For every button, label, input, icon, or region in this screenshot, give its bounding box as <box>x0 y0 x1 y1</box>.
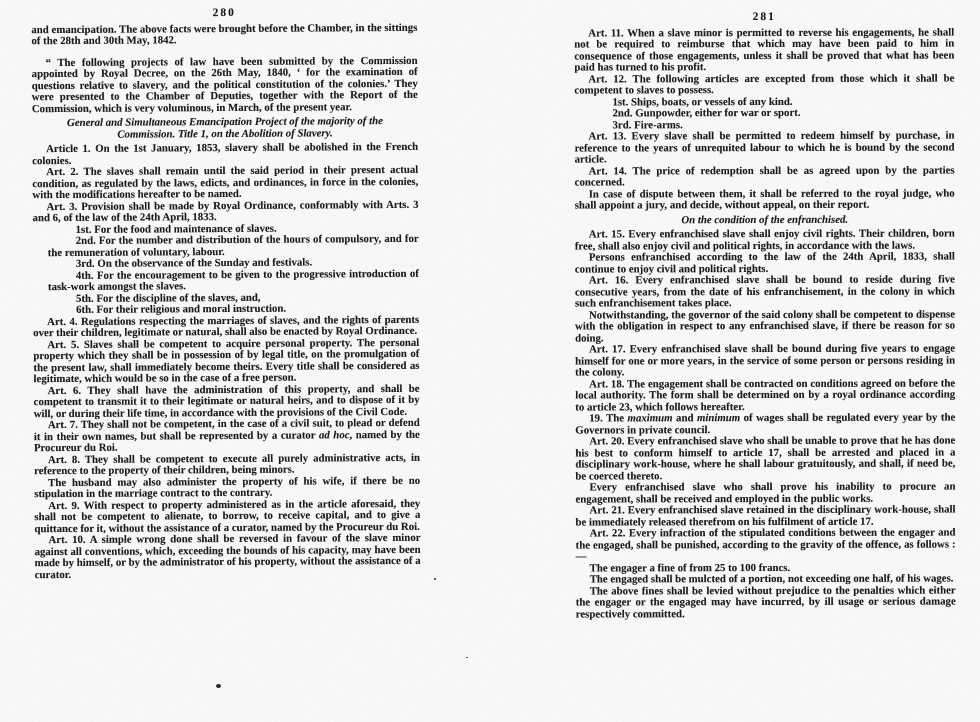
article-9: Art. 9. With respect to property administered as in the article aforesaid, they shall not be competent to alienate, to borrow, to receive capital, and to give a quittance for it, without the assistance of a curator, named by the Procureur du Roi. <box>34 497 421 535</box>
article-7-text-c: , named by the Procureur du Roi. <box>33 428 420 455</box>
husband-paragraph: The husband may also administer the property of his wife, if there be no stipulation in the marriage contract to the contrary. <box>34 474 421 501</box>
page-number-left: 280 <box>212 6 236 20</box>
continuation-paragraph: and emancipation. The above facts were brought before the Chamber, in the sittings of the 28th and 30th May, 1842. <box>31 21 418 48</box>
article-12-item-1: 1st. Ships, boats, or vessels of any kind. <box>612 95 793 108</box>
commission-quote-paragraph: “ The following projects of law have been submitted by the Commission appointed by Royal Decree, on the 26th May, 1840, ‘ for the examination of questions relative to slavery, and the political constitution of the colonies.’ They were presented to the Chamber of Deputies, together with the Report of the Commission, which is very voluminous, in March, of the present year. <box>31 54 418 115</box>
ink-speck <box>434 578 436 580</box>
article-19-text-e: of wages shall be regulated every year by the Governors in private council. <box>575 411 956 436</box>
enfranchised-condition-heading: On the condition of the enfranchised. <box>681 213 849 226</box>
article-5: Art. 5. Slaves shall be competent to acquire personal property. The personal property which they shall be in possession of by legal title, on the promulgation of the present law, shall immediately become theirs. Every title shall be considered as legitimate, which would be so in the case of a free person. <box>33 336 420 386</box>
ink-speck <box>466 657 468 658</box>
article-19-text-a: 19. The <box>589 412 628 425</box>
above-fines-paragraph: The above fines shall be levied without prejudice to the penalties which either the engager or the engaged may have incurred, by ill usage or serious damage respectively committed. <box>575 584 956 620</box>
article-12-item-2: 2nd. Gunpowder, either for war or sport. <box>612 106 801 120</box>
article-12: Art. 12. The following articles are excepted from those which it shall be competent to slaves to possess. <box>574 72 955 97</box>
article-13: Art. 13. Every slave shall be permitted to redeem himself by purchase, in reference to the years of unrequited labour to which he is bound by the second article. <box>574 129 955 166</box>
article-21: Art. 21. Every enfranchised slave retained in the disciplinary work-house, shall be immediately released therefrom on his fulfilment of article 17. <box>575 503 956 528</box>
article-7-text-a: Art. 7. They shall not be competent, in the case of a civil suit, to plead or defend it in their own names, but shall be represented by a curator <box>33 416 420 443</box>
article-17: Art. 17. Every enfranchised slave shall be bound during five years to engage himself for one or more years, in the service of some person or persons residing in the colony. <box>575 342 956 379</box>
engaged-mulcted-paragraph: The engaged shall be mulcted of a portion, not exceeding one half, of his wages. <box>589 572 954 586</box>
article-11: Art. 11. When a slave minor is permitted to reverse his engagements, he shall not be required to reimburse that which may have been paid to him in consequence of those engagements, unless it shall be proved that what has been paid has turned to his profit. <box>574 26 955 74</box>
article-16: Art. 16. Every enfranchised slave shall be bound to reside during five consecutive years, from the date of his enfranchisement, in the colony in which such enfranchisement takes place. <box>574 273 955 310</box>
page-right-281 <box>574 12 956 621</box>
article-6: Art. 6. They shall have the administration of this property, and shall be competent to transmit it to their legitimate or natural heirs, and to dispose of it by will, or during their life time, in accordance with the provisions of the Civil Code. <box>33 382 420 420</box>
article-22: Art. 22. Every infraction of the stipulated conditions between the engager and the engaged, shall be punished, according to the gravity of the offence, as follows :— <box>575 526 956 563</box>
engager-fine-paragraph: The engager a fine of from 25 to 100 francs. <box>589 561 791 574</box>
article-3-item-5: 5th. For the discipline of the slaves, and, <box>75 291 261 305</box>
article-2: Art. 2. The slaves shall remain until the said period in their present actual condition, as regulated by the laws, edicts, and ordinances, in force in the colonies, with the modifications hereafter to be named. <box>32 163 419 202</box>
public-works-paragraph: Every enfranchised slave who shall prove his inability to procure an engagement, shall be received and employed in the public works. <box>575 480 956 505</box>
persons-paragraph: Persons enfranchised according to the law of the 24th April, 1833, shall continue to enjoy civil and political rights. <box>574 250 955 275</box>
latin-phrase-ad-hoc: ad hoc <box>318 428 350 441</box>
notwithstanding-paragraph: Notwithstanding, the governor of the said colony shall be competent to dispense with the obligation in respect to any enfranchised slave, if there be reason for so doing. <box>575 308 956 344</box>
article-19-text-c: and <box>672 412 697 425</box>
italic-minimum: minimum <box>696 412 741 425</box>
article-1: Article 1. On the 1st January, 1853, slavery shall be abolished in the French colonies. <box>32 140 419 167</box>
article-3-item-1: 1st. For the food and maintenance of slaves. <box>75 222 277 236</box>
ink-speck <box>216 684 221 688</box>
page-left-280 <box>31 7 420 581</box>
heading-line-2: Commission. Title 1, on the Abolition of Slavery. <box>117 126 333 141</box>
article-8: Art. 8. They shall be competent to execute all purely administrative acts, in reference to the property of their children, being minors. <box>34 451 421 478</box>
emancipation-project-heading <box>32 116 418 141</box>
article-4: Art. 4. Regulations respecting the marriages of slaves, and the rights of parents over their children, legitimate or natural, shall also be enacted by Royal Ordinance. <box>33 313 420 340</box>
heading-line-1: General and Simultaneous Emancipation Project of the majority of the <box>66 115 383 129</box>
article-15: Art. 15. Every enfranchised slave shall enjoy civil rights. Their children, born free, shall also enjoy civil and political rights, in accordance with the laws. <box>574 227 955 252</box>
article-3-item-4: 4th. For the encouragement to be given to the progressive introduction of task-work amongst the slaves. <box>47 267 419 294</box>
article-12-item-3: 3rd. Fire-arms. <box>612 118 683 131</box>
article-18: Art. 18. The engagement shall be contracted on conditions agreed on before the local authority. The form shall be determined on by a royal ordinance according to article 23, which follows hereafter. <box>575 377 956 413</box>
article-10: Art. 10. A simple wrong done shall be reversed in favour of the slave minor against all conventions, which, exceeding the bounds of his capacity, may have been made by himself, or by the administrator of his property, without the assistance of a curator. <box>34 531 421 581</box>
article-3: Art. 3. Provision shall be made by Royal Ordinance, conformably with Arts. 3 and 6, of the law of the 24th April, 1833. <box>32 198 419 225</box>
article-3-item-3: 3rd. On the observance of the Sunday and festivals. <box>75 256 313 270</box>
italic-maximum: maximum <box>627 412 673 425</box>
dispute-paragraph: In case of dispute between them, it shall be referred to the royal judge, who shall appoint a jury, and decide, without appeal, on their report. <box>574 187 955 212</box>
article-19 <box>575 413 955 437</box>
article-14: Art. 14. The price of redemption shall be as agreed upon by the parties concerned. <box>574 164 955 189</box>
article-3-item-2: 2nd. For the number and distribution of the hours of compulsory, and for the remuneration of voluntary, labour. <box>47 232 419 259</box>
article-7 <box>34 418 420 455</box>
article-20: Art. 20. Every enfranchised slave who shall be unable to prove that he has done his best to conform himself to article 17, shall be arrested and placed in a disciplinary work-house, where he shall labour gratuitously, and shall, if need be, be coerced thereto. <box>575 434 956 482</box>
article-3-item-6: 6th. For their religious and moral instruction. <box>76 302 287 316</box>
page-number-right: 281 <box>752 10 776 24</box>
